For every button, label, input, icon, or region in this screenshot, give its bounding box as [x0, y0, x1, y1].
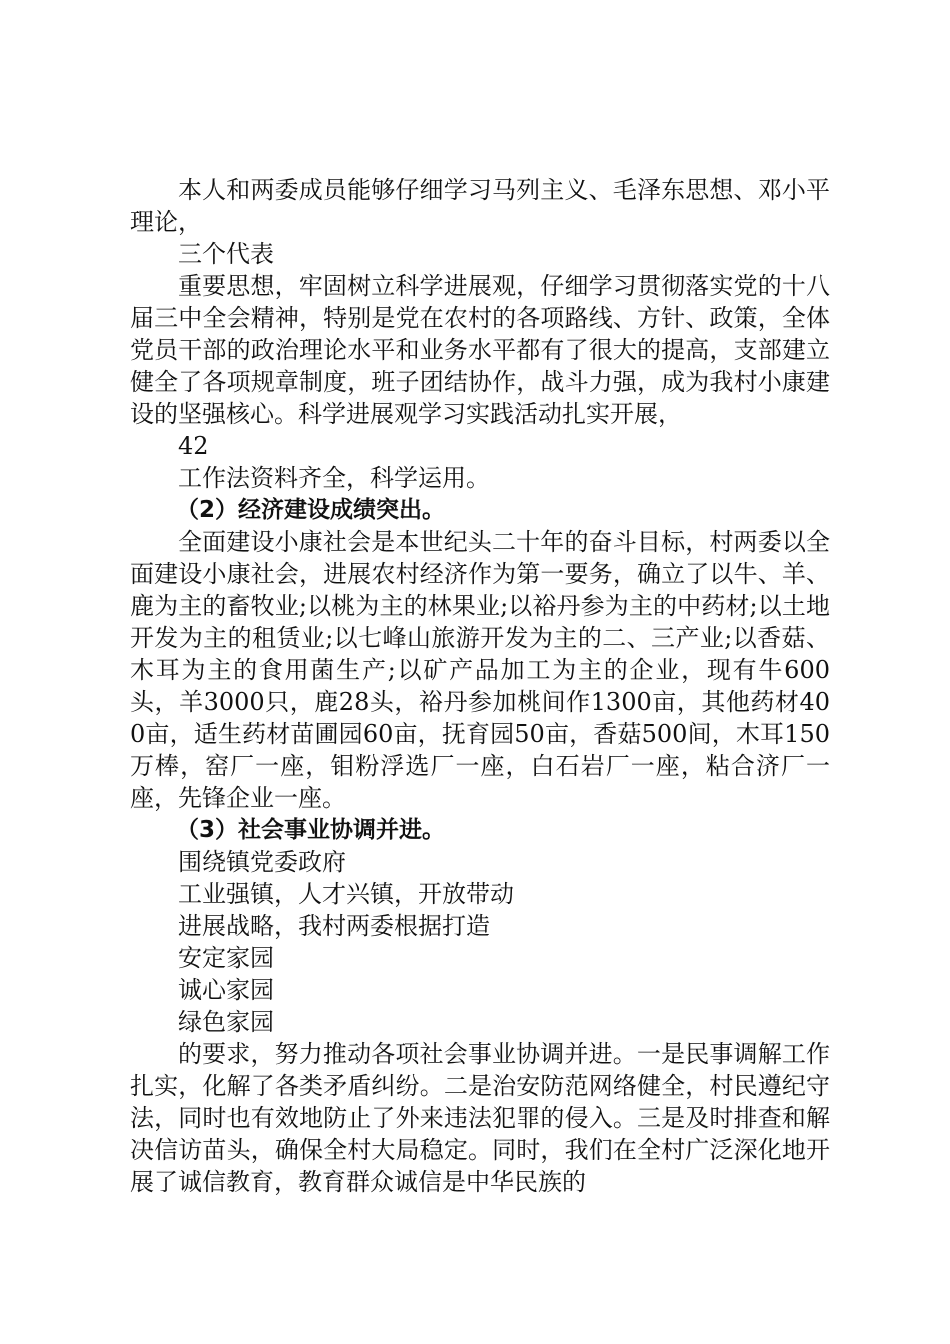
- paragraph-green-home: 绿色家园: [178, 1008, 274, 1036]
- paragraph-town-party: 围绕镇党委政府: [178, 848, 346, 876]
- paragraph-important-thought: 重要思想，牢固树立科学进展观，仔细学习贯彻落实党的十八届三中全会精神，特别是党在农村的各项路线、方针、政策，全体党员干部的政治理论水平和业务水平都有了很大的提高，支部建立健全了各项规章制度，班子团结协作，战斗力强，成为我村小康建设的坚强核心。科学进展观学习实践活动扎实开展，: [130, 272, 830, 428]
- paragraph-honest-home: 诚心家园: [178, 976, 274, 1004]
- paragraph-three-represents: 三个代表: [178, 240, 274, 268]
- paragraph-work-method: 工作法资料齐全，科学运用。: [178, 464, 490, 492]
- paragraph-development-strategy: 进展战略，我村两委根据打造: [178, 912, 490, 940]
- heading-social-affairs: （3）社会事业协调并进。: [176, 817, 446, 843]
- paragraph-number-42: 42: [178, 432, 209, 460]
- paragraph-stable-home: 安定家园: [178, 944, 274, 972]
- paragraph-theory-study: 本人和两委成员能够仔细学习马列主义、毛泽东思想、邓小平理论，: [130, 176, 830, 236]
- document-body: [130, 174, 830, 1198]
- heading-economic-construction: （2）经济建设成绩突出。: [176, 497, 446, 523]
- paragraph-industry-slogan: 工业强镇，人才兴镇，开放带动: [178, 880, 514, 908]
- paragraph-economic-details: 全面建设小康社会是本世纪头二十年的奋斗目标，村两委以全面建设小康社会，进展农村经济作为第一要务，确立了以牛、羊、鹿为主的畜牧业;以桃为主的林果业;以裕丹参为主的中药材;以土地开发为主的租赁业;以七峰山旅游开发为主的二、三产业;以香菇、木耳为主的食用菌生产;以矿产品加工为主的企业，现有牛600头，羊3000只，鹿28头，裕丹参加桃间作1300亩，其他药材400亩，适生药材苗圃园60亩，抚育园50亩，香菇500间，木耳150万棒，窑厂一座，钼粉浮选厂一座，白石岩厂一座，粘合济厂一座，先锋企业一座。: [130, 528, 830, 812]
- paragraph-social-details: 的要求，努力推动各项社会事业协调并进。一是民事调解工作扎实，化解了各类矛盾纠纷。二是治安防范网络健全，村民遵纪守法，同时也有效地防止了外来违法犯罪的侵入。三是及时排查和解决信访苗头，确保全村大局稳定。同时，我们在全村广泛深化地开展了诚信教育，教育群众诚信是中华民族的: [130, 1040, 830, 1196]
